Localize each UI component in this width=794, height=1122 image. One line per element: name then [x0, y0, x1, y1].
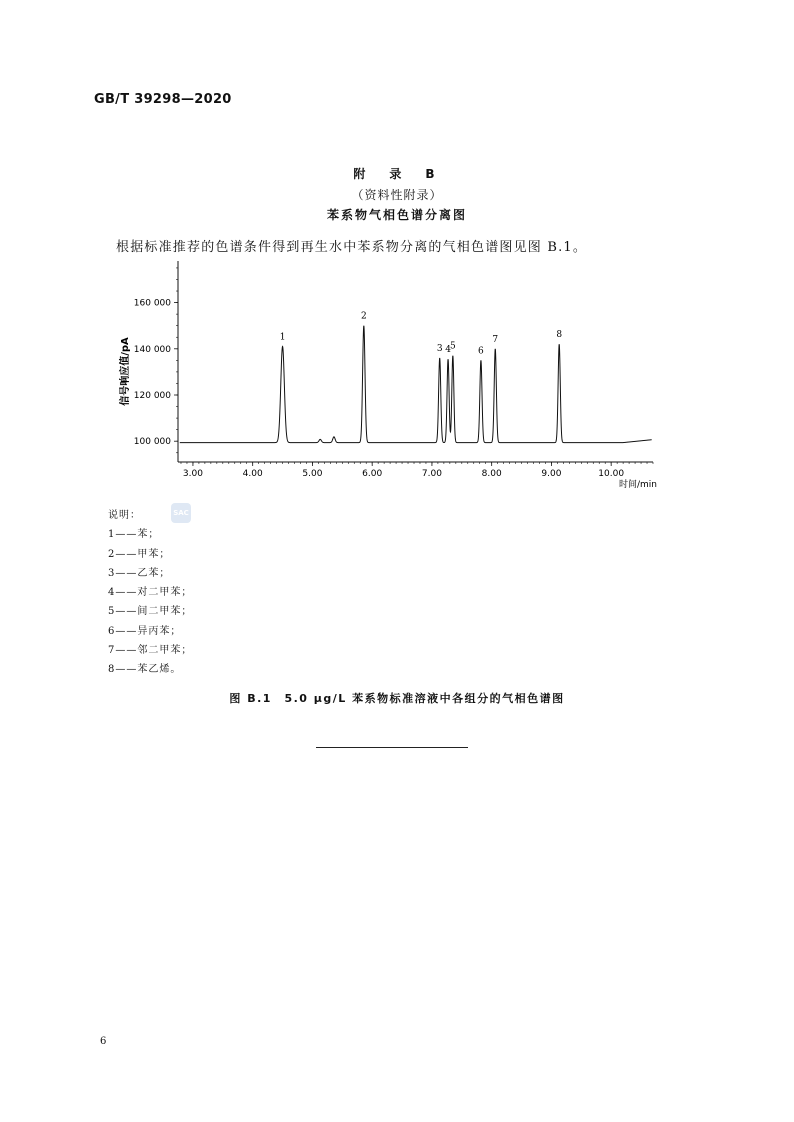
note-item: 7——邻二甲苯； — [108, 645, 193, 657]
note-item: 5——间二甲苯； — [108, 606, 193, 618]
legend-notes — [108, 506, 192, 680]
y-tick-label: 120 000 — [133, 391, 171, 401]
notes-heading: 说明： — [108, 510, 141, 521]
x-tick-label: 9.00 — [541, 469, 562, 479]
peak-label: 1 — [279, 332, 286, 343]
peak-label: 8 — [556, 330, 563, 341]
x-tick-label: 3.00 — [182, 469, 203, 479]
appendix-name: 苯系物气相色谱分离图 — [326, 208, 467, 222]
note-item: 1——苯； — [108, 529, 160, 541]
peak-label: 7 — [492, 334, 499, 345]
y-tick-label: 160 000 — [133, 298, 171, 309]
y-axis-label: 信号响应值/pA — [120, 337, 131, 406]
x-tick-label: 6.00 — [362, 469, 383, 479]
chromatogram-chart — [110, 255, 670, 495]
x-tick-label: 4.00 — [242, 469, 263, 479]
peak-label: 3 — [436, 344, 443, 355]
x-tick-label: 8.00 — [481, 469, 502, 479]
x-tick-label: 10.00 — [598, 469, 625, 479]
y-tick-label: 100 000 — [133, 437, 171, 448]
sac-watermark-logo: SAC — [171, 503, 191, 523]
note-item: 8——苯乙烯。 — [108, 664, 182, 676]
chart-axes — [176, 261, 653, 464]
peak-label: 4 — [445, 345, 451, 356]
chromatogram-trace — [180, 326, 652, 443]
x-tick-label: 7.00 — [421, 469, 442, 479]
note-item: 4——对二甲苯； — [108, 587, 193, 599]
x-tick-label: 5.00 — [302, 469, 323, 479]
x-axis-label: 时间/min — [618, 480, 657, 490]
intro-paragraph: 根据标准推荐的色谱条件得到再生水中苯系物分离的气相色谱图见图 B.1。 — [116, 240, 588, 255]
peak-label: 2 — [360, 311, 367, 322]
appendix-title: 附 录 B — [353, 167, 441, 181]
note-item: 2——甲苯； — [108, 548, 171, 560]
y-axis-ticks — [134, 299, 178, 448]
end-rule — [316, 747, 468, 748]
peak-label: 6 — [478, 346, 484, 357]
note-item: 3——乙苯； — [108, 567, 171, 579]
x-axis-ticks — [183, 462, 624, 479]
standard-code: GB/T 39298—2020 — [94, 92, 232, 107]
note-item: 6——异丙苯； — [108, 625, 182, 637]
peak-label: 5 — [449, 341, 456, 352]
figure-caption: 图 B.1 5.0 μg/L 苯系物标准溶液中各组分的气相色谱图 — [229, 692, 565, 705]
peak-labels — [280, 312, 563, 357]
y-tick-label: 140 000 — [133, 344, 171, 355]
appendix-type: （资料性附录） — [351, 188, 443, 202]
page-number: 6 — [100, 1036, 107, 1047]
